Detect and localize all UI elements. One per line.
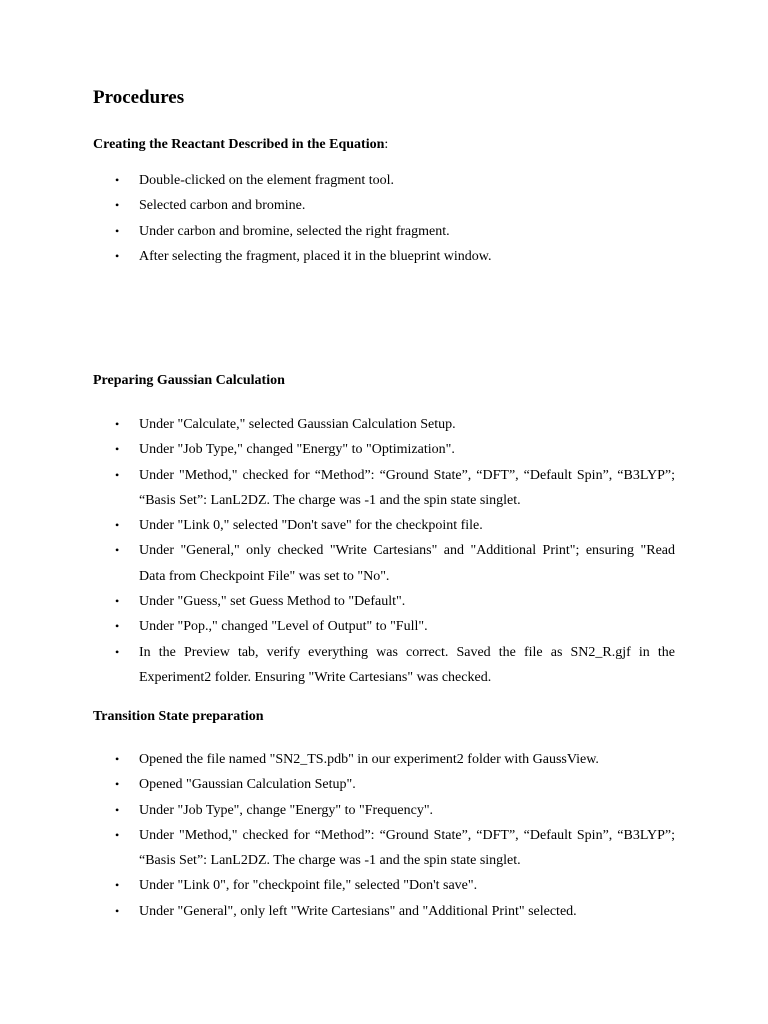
bullet-icon: • [115, 417, 120, 431]
list-item [93, 463, 675, 514]
list-item-text: Under "Job Type", change "Energy" to "Frequency". [139, 802, 434, 818]
bullet-icon: • [115, 223, 120, 238]
bullet-icon: • [115, 752, 120, 766]
section-heading-text: Creating the Reactant Described in the Equation [93, 137, 385, 152]
list-item-text: Selected carbon and bromine. [139, 198, 306, 214]
list-item [93, 614, 675, 639]
list-item [93, 823, 675, 874]
section-heading-gaussian: Preparing Gaussian Calculation [93, 373, 285, 388]
list-item-text: Under "Guess," set Guess Method to "Default". [139, 594, 406, 610]
list-item [93, 538, 675, 589]
list-item [93, 589, 675, 614]
list-item-text: Under "Link 0", for "checkpoint file," selected "Don't save". [139, 878, 478, 894]
bullet-icon: • [115, 878, 120, 893]
bullet-icon: • [115, 594, 120, 609]
list-item-text: In the Preview tab, verify everything was correct. Saved the file as SN2_R.gjf in the Experiment2 folder. Ensuring "Write Cartesians" was checked. [139, 644, 675, 685]
bullet-icon: • [115, 827, 120, 842]
page-title: Procedures [93, 87, 185, 108]
list-item-text: Under "Link 0," selected "Don't save" for the checkpoint file. [139, 518, 483, 534]
bullet-icon: • [115, 619, 120, 634]
section-heading-transition-state: Transition State preparation [93, 709, 264, 724]
list-item [93, 513, 675, 538]
heading-colon: : [384, 137, 389, 152]
transition-state-steps-list [93, 747, 675, 924]
list-item-text: After selecting the fragment, placed it in the blueprint window. [139, 248, 492, 264]
bullet-icon: • [115, 644, 120, 659]
list-item [93, 873, 675, 898]
list-item [93, 219, 675, 244]
reactant-steps-list [93, 168, 675, 269]
list-item [93, 193, 675, 218]
list-item-text: Under "Pop.," changed "Level of Output" to "Full". [139, 619, 428, 635]
bullet-icon: • [115, 518, 120, 533]
list-item [93, 772, 675, 797]
bullet-icon: • [115, 802, 120, 817]
list-item-text: Double-clicked on the element fragment tool. [139, 173, 395, 188]
gaussian-steps-list [93, 412, 675, 690]
list-item-text: Under "Calculate," selected Gaussian Calculation Setup. [139, 417, 456, 432]
bullet-icon: • [115, 543, 120, 558]
list-item-text: Under "Method," checked for “Method”: “Ground State”, “DFT”, “Default Spin”, “B3LYP”; “Basis Set”: LanL2DZ. The charge was -1 and the spin state singlet. [139, 467, 675, 508]
list-item [93, 899, 675, 924]
list-item [93, 640, 675, 691]
list-item-text: Under "General," only checked "Write Cartesians" and "Additional Print"; ensuring "Read Data from Checkpoint File" was set to "No". [139, 543, 675, 584]
bullet-icon: • [115, 903, 120, 918]
bullet-icon: • [115, 442, 120, 457]
list-item-text: Under "Method," checked for “Method”: “Ground State”, “DFT”, “Default Spin”, “B3LYP”; “Basis Set”: LanL2DZ. The charge was -1 and the spin state singlet. [139, 827, 675, 869]
list-item-text: Under carbon and bromine, selected the right fragment. [139, 223, 450, 239]
bullet-icon: • [115, 777, 120, 792]
bullet-icon: • [115, 467, 120, 482]
list-item [93, 437, 675, 462]
list-item-text: Opened the file named "SN2_TS.pdb" in our experiment2 folder with GaussView. [139, 752, 599, 767]
list-item [93, 412, 675, 437]
list-item [93, 798, 675, 823]
list-item-text: Under "General", only left "Write Cartesians" and "Additional Print" selected. [139, 903, 577, 919]
section-heading-reactant [93, 136, 388, 154]
bullet-icon: • [115, 198, 120, 213]
list-item [93, 747, 675, 772]
list-item [93, 244, 675, 269]
list-item [93, 168, 675, 193]
bullet-icon: • [115, 173, 120, 187]
list-item-text: Under "Job Type," changed "Energy" to "Optimization". [139, 442, 455, 458]
bullet-icon: • [115, 248, 120, 263]
list-item-text: Opened "Gaussian Calculation Setup". [139, 777, 356, 793]
